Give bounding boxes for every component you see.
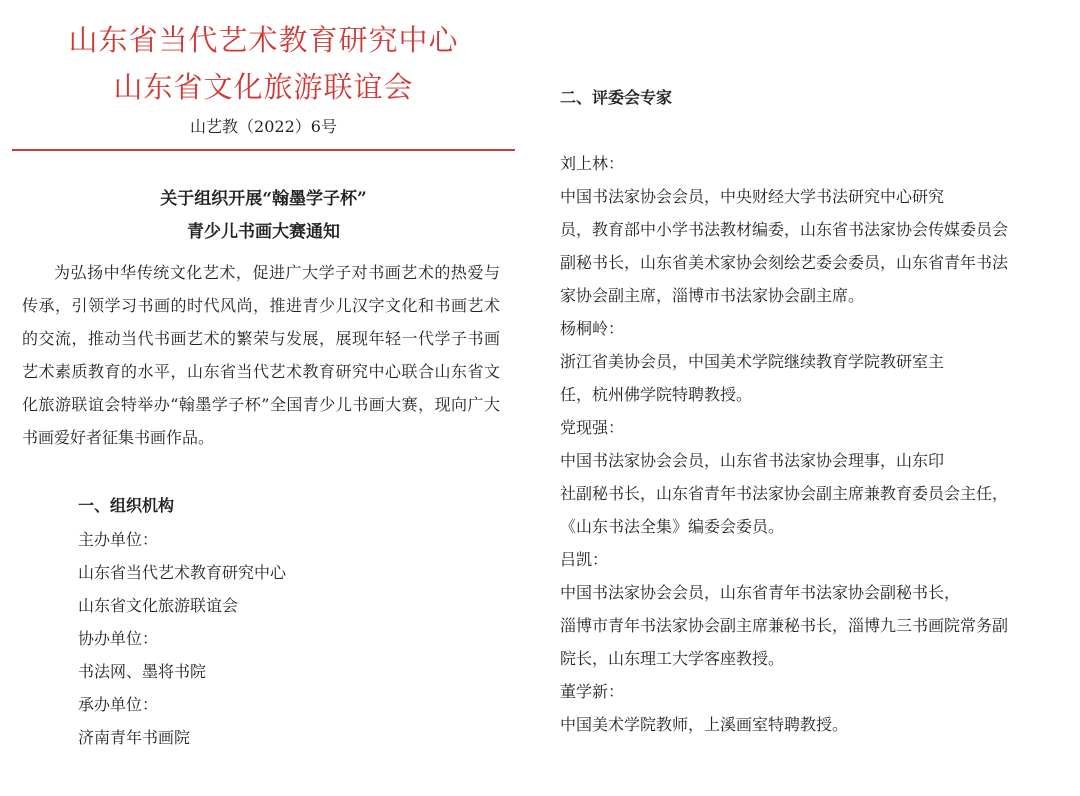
judge-bio-line: 中国美术学院教师，上溪画室特聘教授。 xyxy=(560,715,849,734)
judge-bio-line: 院长，山东理工大学客座教授。 xyxy=(560,649,785,668)
organization-line: 承办单位： xyxy=(78,695,159,714)
judge-bio-line: 浙江省美协会员，中国美术学院继续教育学院教研室主 xyxy=(560,352,945,371)
judge-name: 杨桐岭： xyxy=(560,319,625,338)
organizer-name-2: 山东省文化旅游联谊会 xyxy=(113,70,414,104)
judge-name: 董学新： xyxy=(560,682,625,701)
judge-bio-line: 员，教育部中小学书法教材编委，山东省书法家协会传媒委员会 xyxy=(560,220,1009,239)
judge-name: 刘上林： xyxy=(560,154,625,173)
organization-line: 济南青年书画院 xyxy=(78,728,191,747)
judge-bio-line: 副秘书长，山东省美术家协会刻绘艺委会委员，山东省青年书法 xyxy=(560,253,1009,272)
organization-line: 书法网、墨将书院 xyxy=(78,662,207,681)
judge-name: 党现强： xyxy=(560,418,625,437)
section-heading-judges: 二、评委会专家 xyxy=(560,88,673,107)
judge-bio-line: 中国书法家协会会员，山东省青年书法家协会副秘书长， xyxy=(560,583,961,602)
document-number: 山艺教（2022）6号 xyxy=(190,117,337,136)
notice-title-line-2: 青少儿书画大赛通知 xyxy=(187,222,340,242)
judge-name: 吕凯： xyxy=(560,550,609,569)
judge-bio-line: 中国书法家协会会员，山东省书法家协会理事，山东印 xyxy=(560,451,945,470)
header-divider xyxy=(12,149,515,151)
judge-bio-line: 家协会副主席，淄博市书法家协会副主席。 xyxy=(560,286,865,305)
judge-bio-line: 《山东书法全集》编委会委员。 xyxy=(560,517,785,536)
organization-line: 协办单位： xyxy=(78,629,159,648)
judge-bio-line: 任，杭州佛学院特聘教授。 xyxy=(560,385,753,404)
notice-title-line-1: 关于组织开展“翰墨学子杯” xyxy=(160,189,367,209)
organization-line: 主办单位： xyxy=(78,530,159,549)
notice-intro-paragraph: 为弘扬中华传统文化艺术，促进广大学子对书画艺术的热爱与传承，引领学习书画的时代风尚，推进青少儿汉字文化和书画艺术的交流，推动当代书画艺术的繁荣与发展，展现年轻一代学子书画艺术素质教育的水平，山东省当代艺术教育研究中心联合山东省文化旅游联谊会特举办“翰墨学子杯”全国青少儿书画大赛，现向广大书画爱好者征集书画作品。 xyxy=(22,263,500,447)
judge-bio-line: 中国书法家协会会员，中央财经大学书法研究中心研究 xyxy=(560,187,945,206)
judge-bio-line: 淄博市青年书法家协会副主席兼秘书长，淄博九三书画院常务副 xyxy=(560,616,1009,635)
judge-bio-line: 社副秘书长，山东省青年书法家协会副主席兼教育委员会主任， xyxy=(560,484,1009,503)
section-heading-organization: 一、组织机构 xyxy=(78,496,175,515)
organizer-name-1: 山东省当代艺术教育研究中心 xyxy=(68,23,459,57)
organization-line: 山东省文化旅游联谊会 xyxy=(78,596,239,615)
organization-line: 山东省当代艺术教育研究中心 xyxy=(78,563,287,582)
